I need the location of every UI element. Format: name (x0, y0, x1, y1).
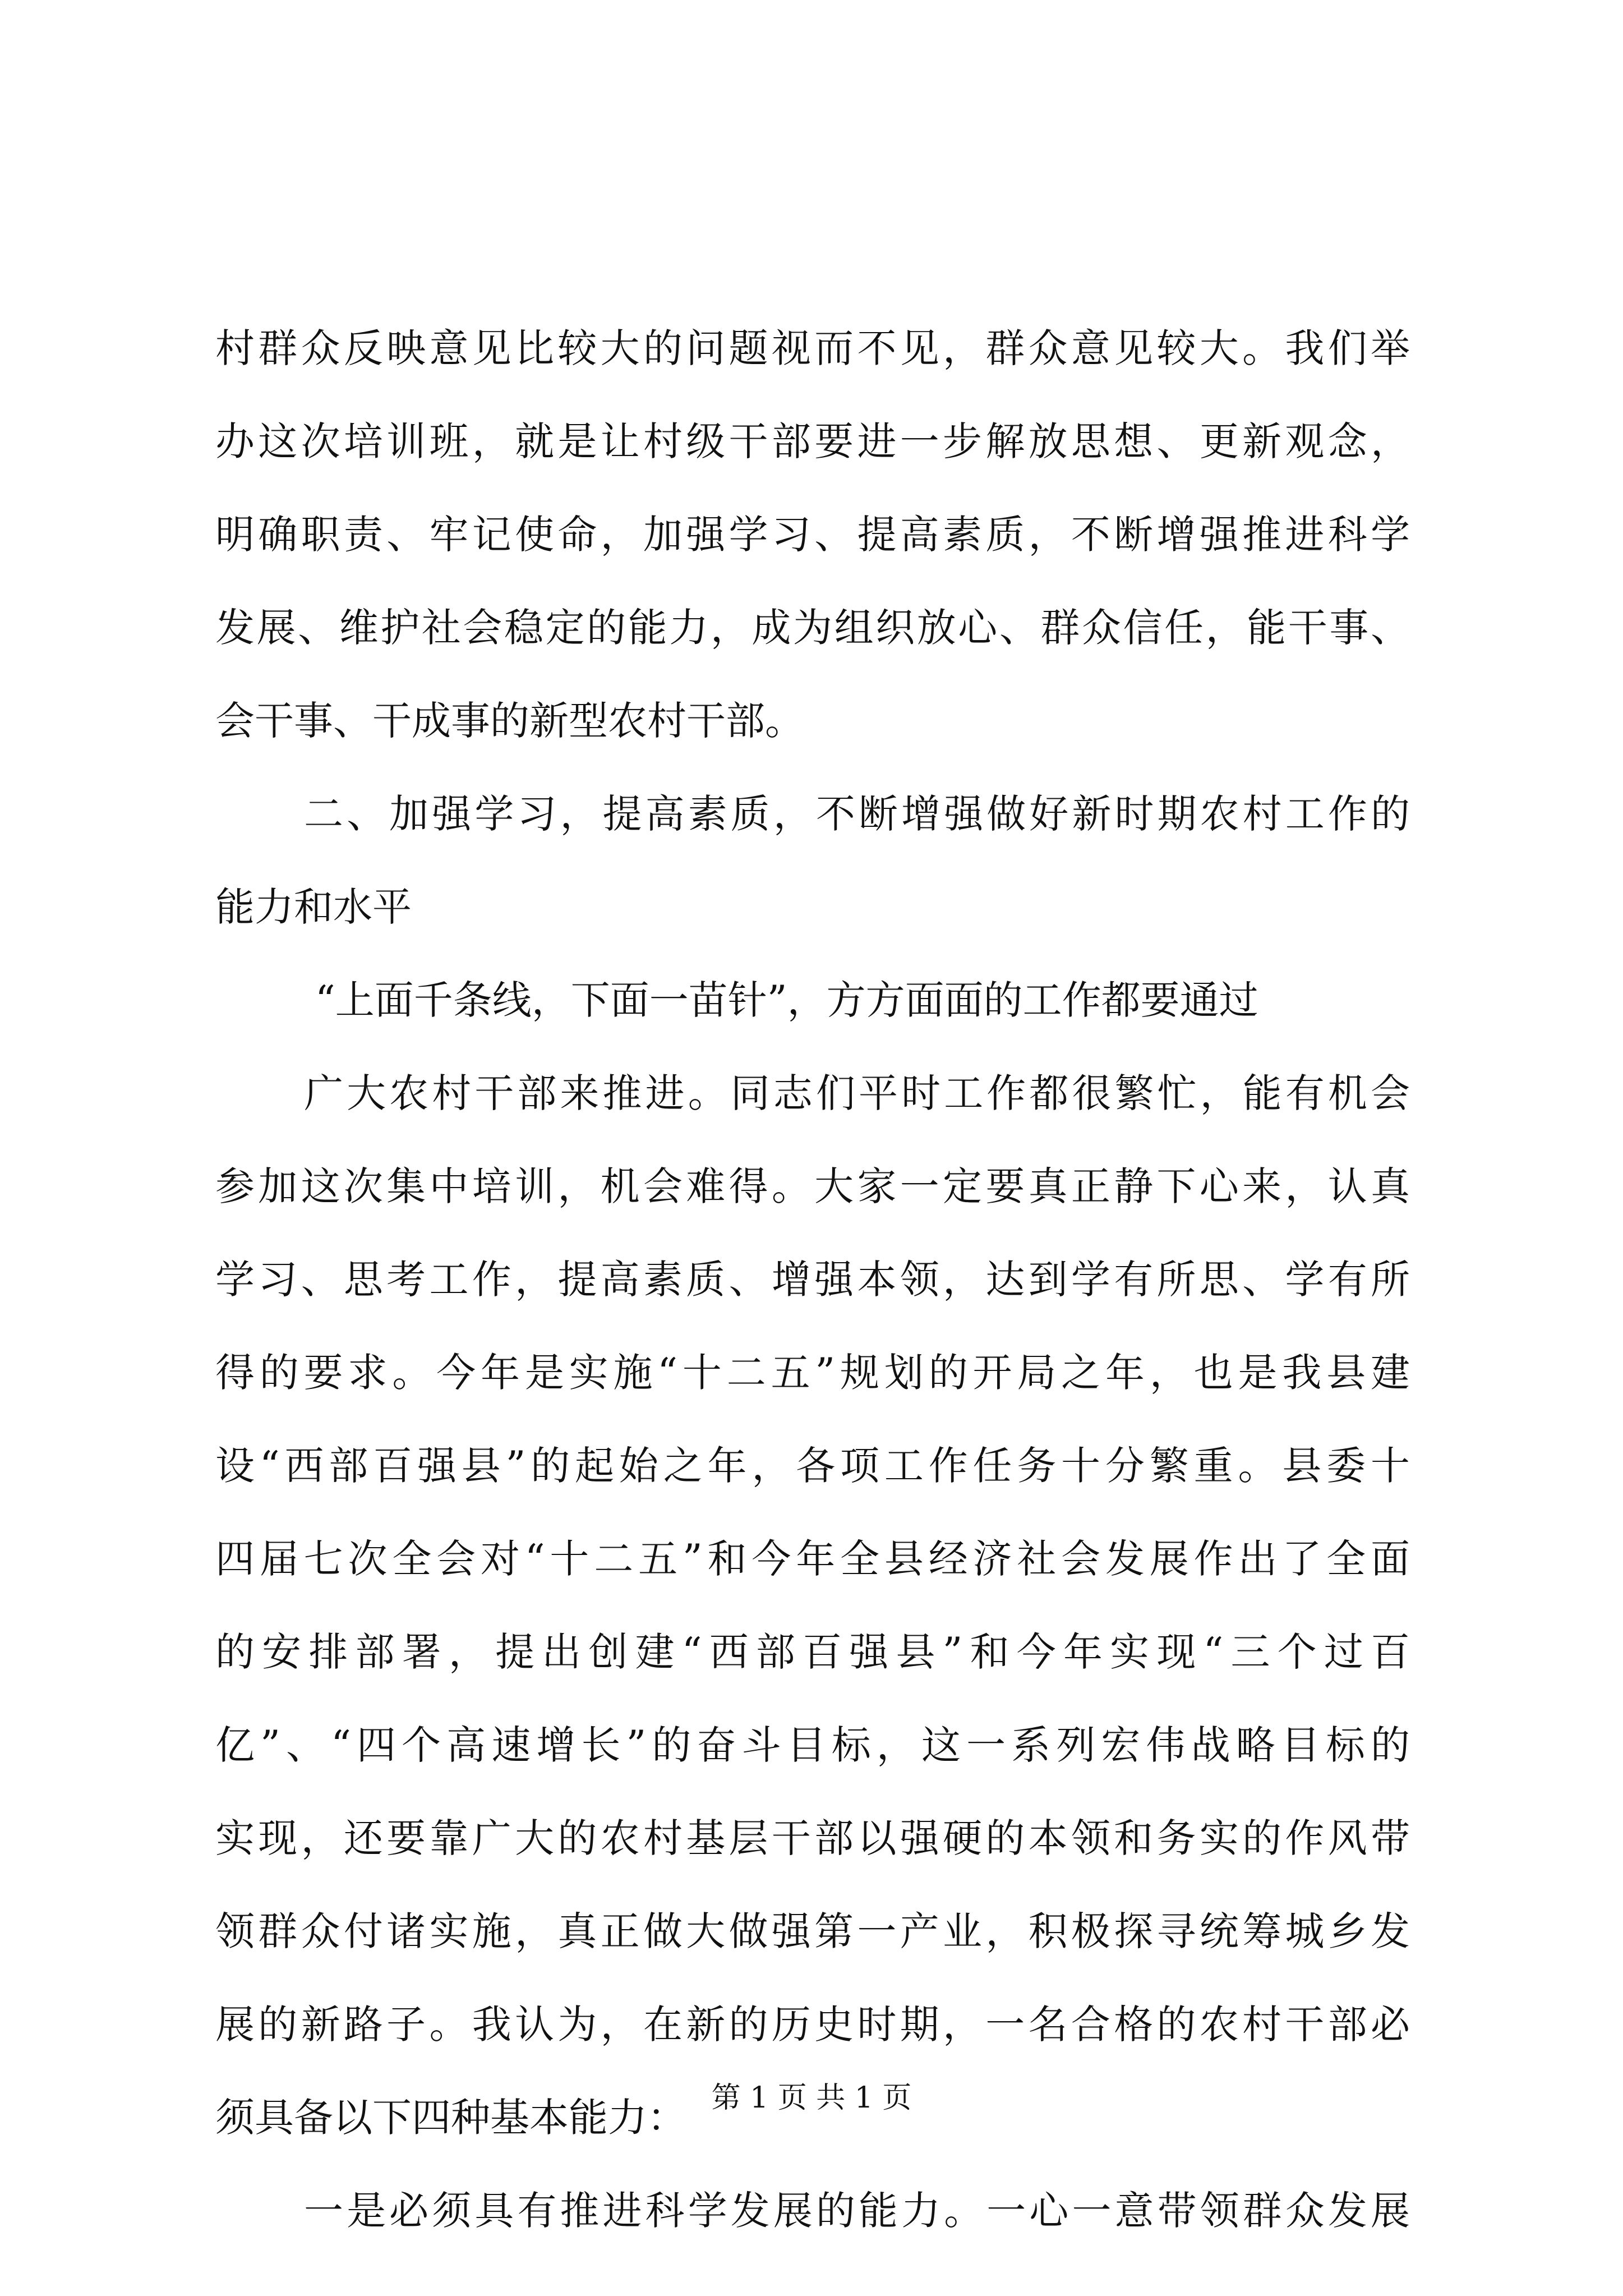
text-line: 得的要求。今年是实施“十二五”规划的开局之年，也是我县建 (215, 1350, 1410, 1396)
text-line: 广大农村干部来推进。同志们平时工作都很繁忙，能有机会 (304, 1070, 1410, 1116)
text-line: 发展、维护社会稳定的能力，成为组织放心、群众信任，能干事、 (215, 605, 1410, 651)
text-line: 参加这次集中培训，机会难得。大家一定要真正静下心来，认真 (215, 1163, 1410, 1209)
section-heading-line: 能力和水平 (215, 884, 412, 930)
text-line: 明确职责、牢记使命，加强学习、提高素质，不断增强推进科学 (215, 512, 1410, 558)
text-line: 实现，还要靠广大的农村基层干部以强硬的本领和务实的作风带 (215, 1815, 1410, 1861)
text-line: 领群众付诸实施，真正做大做强第一产业，积极探寻统筹城乡发 (215, 1908, 1410, 1954)
text-line: 展的新路子。我认为，在新的历史时期，一名合格的农村干部必 (215, 2001, 1410, 2047)
document-body (215, 302, 1410, 2257)
text-line: 办这次培训班，就是让村级干部要进一步解放思想、更新观念， (215, 418, 1410, 464)
text-line: 亿”、“四个高速增长”的奋斗目标，这一系列宏伟战略目标的 (215, 1722, 1410, 1768)
page-number-footer: 第 1 页 共 1 页 (711, 2081, 912, 2115)
text-line: 一是必须具有推进科学发展的能力。一心一意带领群众发展 (304, 2188, 1410, 2234)
text-line: 学习、思考工作，提高素质、增强本领，达到学有所思、学有所 (215, 1257, 1410, 1303)
section-heading-line: 二、加强学习，提高素质，不断增强做好新时期农村工作的 (304, 791, 1410, 837)
text-line: “上面千条线，下面一苗针”，方方面面的工作都要通过 (315, 977, 1258, 1023)
text-line: 四届七次全会对“十二五”和今年全县经济社会发展作出了全面 (215, 1536, 1410, 1582)
text-line: 的安排部署，提出创建“西部百强县”和今年实现“三个过百 (215, 1629, 1410, 1675)
text-line: 会干事、干成事的新型农村干部。 (215, 698, 804, 744)
text-line: 设“西部百强县”的起始之年，各项工作任务十分繁重。县委十 (215, 1443, 1410, 1489)
text-line: 须具备以下四种基本能力： (215, 2095, 686, 2141)
text-line: 村群众反映意见比较大的问题视而不见，群众意见较大。我们举 (215, 325, 1410, 371)
